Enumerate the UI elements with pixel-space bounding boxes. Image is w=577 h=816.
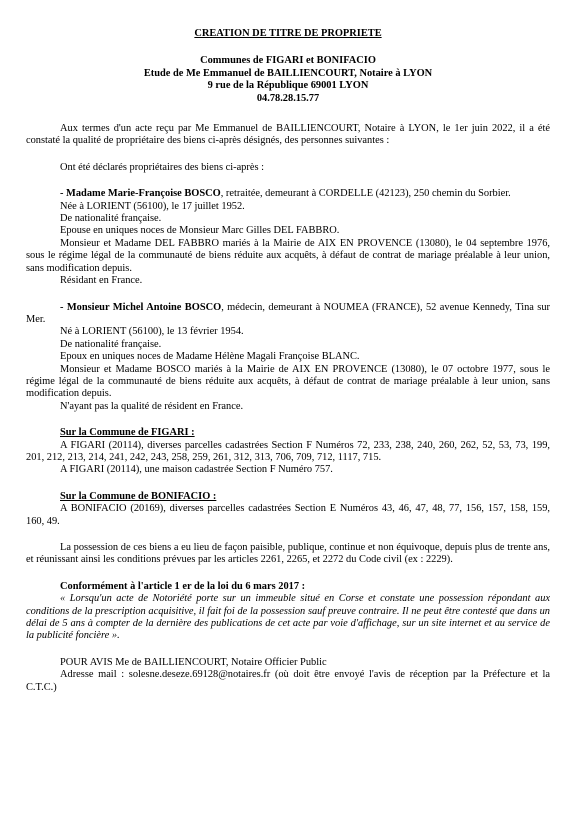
owner2-name: - Monsieur Michel Antoine BOSCO — [60, 301, 222, 313]
owner2-details: , médecin, demeurant à NOUMEA (FRANCE), 52 avenue Kennedy, Tina sur Mer. — [26, 301, 550, 325]
footer-email-note: (où doit être envoyé l'avis de réception par la Préfecture et la C.T.C.) — [26, 669, 550, 693]
law-quote-text: « Lorsqu'un acte de Notoriété porte sur un immeuble situé en Corse et constate une possession répondant aux conditions de la prescription acquisitive, il fait foi de la possession sauf preuve contraire. Il ne peut être contesté que dans un délai de 5 ans à compter de la dernière des publications de cet acte par voie d'affichage, sur un site internet et au service de la publicité foncière ». — [26, 593, 550, 642]
header-phone: 04.78.28.15.77 — [256, 92, 320, 104]
figari-heading — [26, 427, 550, 439]
figari-house: A FIGARI (20114), une maison cadastrée Section F Numéro 757. — [60, 464, 333, 476]
bonifacio-parcels: A BONIFACIO (20169), diverses parcelles cadastrées Section E Numéros 43, 46, 47, 48, 77, 156, 157, 158, 159, 160, 49. — [26, 503, 550, 527]
bonifacio-heading-text: Sur la Commune de BONIFACIO : — [60, 490, 217, 502]
owner1-details: , retraitée, demeurant à CORDELLE (42123), 250 chemin du Sorbier. — [220, 188, 511, 200]
declared-paragraph: Ont été déclarés propriétaires des biens ci-après : — [60, 161, 264, 173]
law-heading-text: Conformément à l'article 1 er de la loi du 6 mars 2017 : — [60, 580, 306, 592]
owner1-nationality: De nationalité française. — [60, 213, 162, 225]
owner1-marriage: Monsieur et Madame DEL FABBRO mariés à la Mairie de AIX EN PROVENCE (13080), le 04 septembre 1976, sous le régime légal de la communauté de biens réduite aux acquêts, à défaut de contrat de mariage préalable à leur union, sans modification depuis. — [26, 237, 550, 274]
owner1-name: - Madame Marie-Françoise BOSCO — [60, 188, 221, 200]
owner2-paragraph — [26, 302, 550, 327]
document-title: CREATION DE TITRE DE PROPRIETE — [194, 28, 382, 39]
owner2-marriage: Monsieur et Madame BOSCO mariés à la Mairie de AIX EN PROVENCE (13080), le 07 octobre 1977, sous le régime légal de la communauté de biens réduite aux acquêts, à défaut de contrat de mariage préalable à leur union, sans modification depuis. — [26, 363, 550, 400]
figari-heading-text: Sur la Commune de FIGARI : — [60, 427, 195, 439]
owner2-nationality: De nationalité française. — [60, 338, 162, 350]
owner1-spouse: Epouse en uniques noces de Monsieur Marc Gilles DEL FABBRO. — [60, 225, 340, 237]
footer-email-link[interactable]: solesne.deseze.69128@notaires.fr — [128, 669, 271, 681]
owner2-born: Né à LORIENT (56100), le 13 février 1954. — [60, 326, 244, 338]
law-quote — [26, 593, 550, 643]
owner1-residence: Résidant en France. — [60, 275, 143, 287]
intro-paragraph: Aux termes d'un acte reçu par Me Emmanuel de BAILLIENCOURT, Notaire à LYON, le 1er juin 2022, il a été constaté la qualité de propriétaire des biens ci-après désignés, des personnes suivantes : — [26, 123, 550, 147]
owner2-spouse: Epoux en uniques noces de Madame Hélène Magali Françoise BLANC. — [60, 351, 360, 363]
header-address: 9 rue de la République 69001 LYON — [207, 80, 369, 92]
possession-paragraph: La possession de ces biens a eu lieu de façon paisible, publique, continue et non équivoque, depuis plus de trente ans, et réunissant ainsi les conditions prévues par les articles 2261, 2265, et 2272 du Code civil (ex : 2229). — [26, 542, 550, 566]
owner2-residence: N'ayant pas la qualité de résident en France. — [60, 400, 244, 412]
bonifacio-heading — [26, 491, 550, 503]
law-heading — [26, 581, 550, 593]
notice-content — [26, 28, 550, 694]
owner1-born: Née à LORIENT (56100), le 17 juillet 1952. — [60, 200, 245, 212]
header-communes: Communes de FIGARI et BONIFACIO — [200, 55, 376, 67]
footer-email-label: Adresse mail : — [60, 669, 129, 681]
owner1-paragraph — [26, 188, 550, 200]
footer-notice: POUR AVIS Me de BAILLIENCOURT, Notaire Officier Public — [60, 656, 327, 668]
header-notary: Etude de Me Emmanuel de BAILLIENCOURT, Notaire à LYON — [143, 67, 433, 79]
footer-email-line — [26, 669, 550, 694]
figari-parcels: A FIGARI (20114), diverses parcelles cadastrées Section F Numéros 72, 233, 238, 240, 260, 262, 52, 53, 73, 199, 201, 212, 213, 214, 241, 242, 243, 258, 259, 261, 312, 313, 706, 709, 712, 1117, 715. — [26, 439, 550, 463]
